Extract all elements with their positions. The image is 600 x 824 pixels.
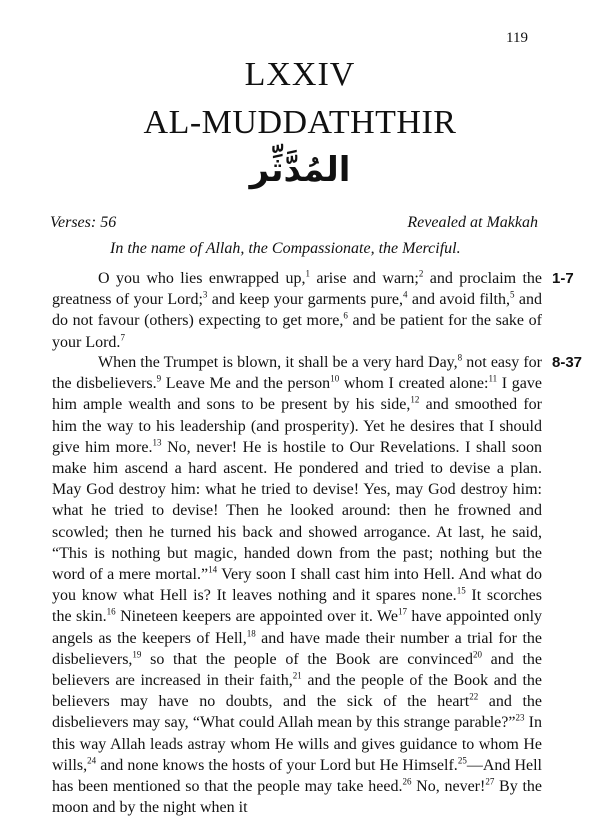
footnote-marker: 14 bbox=[208, 564, 218, 575]
footnote-marker: 8 bbox=[457, 352, 463, 363]
footnote-marker: 4 bbox=[403, 289, 408, 300]
footnote-marker: 5 bbox=[510, 289, 515, 300]
footnote-marker: 17 bbox=[397, 607, 407, 618]
verse-text: In this way Allah leads astray whom He wills and gives guidance to whom He wills, bbox=[52, 714, 543, 774]
footnote-marker: 9 bbox=[156, 373, 162, 384]
verse-text: By the moon and by the night when it bbox=[52, 778, 543, 817]
surah-number: LXXIV bbox=[244, 56, 356, 93]
footnote-marker: 16 bbox=[106, 607, 116, 618]
footnote-marker: 18 bbox=[246, 628, 256, 639]
footnote-marker: 10 bbox=[330, 373, 340, 384]
verse-text: and be patient for the sake of your Lord. bbox=[52, 312, 542, 351]
revelation-place: Revealed at Makkah bbox=[407, 214, 538, 231]
footnote-marker: 26 bbox=[402, 776, 412, 787]
footnote-marker: 15 bbox=[456, 585, 466, 596]
margin-ref-1: 1-7 bbox=[552, 270, 574, 287]
verse-text: and smoothed for him the way to his leadership (and prosperity). Yet he desires that I should give him more. bbox=[52, 396, 542, 456]
footnote-marker: 7 bbox=[120, 332, 125, 343]
verse-text: When the Trumpet is blown, it shall be a very hard Day, bbox=[98, 354, 458, 371]
footnote-marker: 27 bbox=[485, 776, 495, 787]
verse-text: No, never! He is hostile to Our Revelations. I shall soon make him ascend a hard ascent. He pondered and tried to devise a plan. May God destroy him: what he tried to devise! Yes, may God destroy him: what he tried to devise! Then he looked around: then he frowned and scowled; then he turned his back and showed arrogance. At last, he said, “This is nothing but magic, handed down from the past; nothing but the word of a mere mortal.” bbox=[52, 438, 543, 584]
footnote-marker: 24 bbox=[87, 755, 97, 766]
verse-text: arise and warn; bbox=[309, 270, 419, 287]
verse-text: O you who lies enwrapped up, bbox=[98, 270, 306, 287]
verse-text: —And Hell has been mentioned so that the people may take heed. bbox=[52, 756, 542, 796]
verse-text: and do not favour (others) expecting to get more, bbox=[52, 291, 542, 330]
verse-text: No, never! bbox=[411, 778, 486, 796]
footnote-marker: 20 bbox=[472, 649, 482, 660]
verse-text: so that the people of the Book are convinced bbox=[141, 650, 473, 668]
verse-text: and avoid filth, bbox=[407, 291, 510, 309]
verse-text: Leave Me and the person bbox=[161, 375, 331, 393]
verse-text: have appointed only angels as the keepers of Hell, bbox=[52, 608, 543, 647]
arabic-title: المُدَّثِّر bbox=[249, 150, 351, 190]
verse-text: not easy for the disbelievers. bbox=[52, 354, 543, 393]
verse-text: I gave him ample wealth and sons to be present by his side, bbox=[52, 375, 543, 414]
verses-count: Verses: 56 bbox=[50, 214, 117, 231]
surah-title: AL-MUDDATHTHIR bbox=[143, 104, 457, 141]
verse-text: It scorches the skin. bbox=[52, 587, 542, 626]
footnote-marker: 25 bbox=[457, 755, 467, 766]
footnote-marker: 21 bbox=[292, 670, 302, 681]
footnote-marker: 11 bbox=[488, 373, 498, 384]
footnote-marker: 13 bbox=[152, 437, 162, 448]
footnote-marker: 6 bbox=[343, 311, 348, 322]
footnote-marker: 23 bbox=[515, 713, 525, 724]
margin-ref-2: 8-37 bbox=[552, 354, 583, 371]
paragraph-1 bbox=[52, 268, 542, 353]
verse-text: Very soon I shall cast him into Hell. And what do you know what Hell is? It leaves nothing and it spares none. bbox=[52, 566, 543, 605]
basmala: In the name of Allah, the Compassionate, the Merciful. bbox=[110, 240, 461, 257]
page-number: 119 bbox=[506, 30, 528, 46]
verse-text: and the disbelievers may say, “What could Allah mean by this strange parable?” bbox=[52, 693, 542, 732]
verse-text: and the people of the Book and the believers may have no doubts, and the sick of the heart bbox=[52, 672, 542, 711]
verse-text: and none knows the hosts of your Lord but He Himself. bbox=[96, 756, 458, 774]
footnote-marker: 19 bbox=[132, 649, 142, 660]
footnote-marker: 12 bbox=[410, 395, 420, 406]
footnote-marker: 22 bbox=[469, 691, 479, 702]
footnote-marker: 3 bbox=[202, 289, 208, 300]
verse-text: and proclaim the greatness of your Lord; bbox=[52, 270, 543, 309]
paragraph-2 bbox=[52, 352, 542, 818]
verse-text: and keep your garments pure, bbox=[207, 291, 404, 309]
footnote-marker: 1 bbox=[305, 268, 310, 279]
verse-text: and the believers are increased in their faith, bbox=[52, 650, 542, 690]
footnote-marker: 2 bbox=[418, 268, 424, 279]
verse-text: Nineteen keepers are appointed over it. We bbox=[115, 608, 398, 626]
verse-text: and have made their number a trial for the disbelievers, bbox=[52, 629, 543, 668]
verse-text: whom I created alone: bbox=[339, 375, 489, 393]
